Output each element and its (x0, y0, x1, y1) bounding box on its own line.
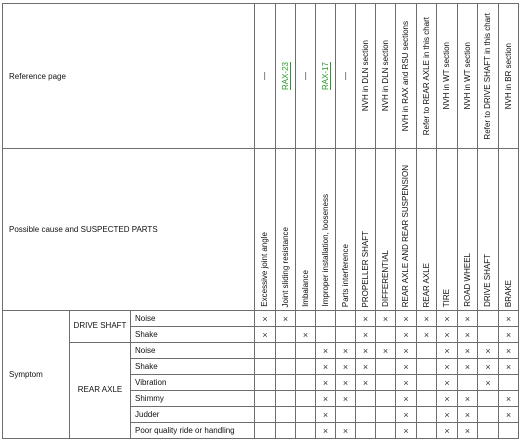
cause-mark: × (437, 407, 458, 423)
cause-mark: × (458, 327, 478, 343)
cause-mark: × (396, 407, 417, 423)
empty-cell (296, 359, 316, 375)
reference-link[interactable]: RAX-23 (280, 61, 290, 90)
symptom-item-label: Shake (131, 327, 255, 343)
suspected-part-label: REAR AXLE AND REAR SUSPENSION (401, 164, 410, 307)
empty-cell (316, 327, 336, 343)
symptom-label: Symptom (3, 311, 70, 439)
cause-mark: × (499, 327, 519, 343)
reference-cell (356, 4, 376, 149)
cause-mark: × (458, 391, 478, 407)
cause-mark: × (356, 343, 376, 359)
empty-cell (296, 391, 316, 407)
empty-cell (255, 407, 276, 423)
empty-cell (417, 343, 437, 359)
suspected-part-label: TIRE (442, 288, 451, 307)
suspected-part-cell (336, 149, 356, 311)
empty-cell (336, 407, 356, 423)
cause-mark: × (336, 359, 356, 375)
cause-mark: × (478, 359, 499, 375)
empty-cell (478, 407, 499, 423)
reference-cell (396, 4, 417, 149)
cause-mark: × (396, 391, 417, 407)
empty-cell (417, 359, 437, 375)
reference-text: NVH in BR section (503, 42, 513, 110)
suspected-part-label: Imbalance (300, 270, 310, 307)
reference-text: NVH in DLN section (360, 40, 370, 112)
cause-mark: × (437, 391, 458, 407)
empty-cell (478, 327, 499, 343)
cause-mark: × (356, 375, 376, 391)
suspected-part-cell (376, 149, 396, 311)
suspected-part-cell (417, 149, 437, 311)
cause-mark: × (478, 343, 499, 359)
reference-link[interactable]: RAX-17 (320, 61, 330, 90)
reference-text: NVH in WT section (462, 42, 472, 110)
reference-cell (499, 4, 519, 149)
suspected-part-cell (396, 149, 417, 311)
reference-page-row (3, 4, 519, 149)
cause-mark: × (437, 311, 458, 327)
nvh-troubleshooting-chart (2, 3, 519, 439)
cause-mark: × (437, 375, 458, 391)
cause-mark: × (316, 343, 336, 359)
reference-cell (437, 4, 458, 149)
suspected-part-cell (437, 149, 458, 311)
cause-mark: × (478, 375, 499, 391)
empty-cell (478, 391, 499, 407)
empty-cell (417, 391, 437, 407)
suspected-part-cell (478, 149, 499, 311)
cause-mark: × (417, 327, 437, 343)
suspected-part-label: DIFFERENTIAL (380, 250, 390, 307)
suspected-part-label: Parts interference (340, 243, 350, 307)
empty-cell (296, 311, 316, 327)
empty-cell (417, 375, 437, 391)
suspected-parts-label: Possible cause and SUSPECTED PARTS (3, 149, 255, 311)
empty-cell (296, 375, 316, 391)
cause-mark: × (316, 407, 336, 423)
cause-mark: × (376, 311, 396, 327)
reference-text: NVH in RAX and RSU sections (401, 20, 410, 132)
empty-cell (276, 327, 296, 343)
suspected-parts-row (3, 149, 519, 311)
cause-mark: × (316, 375, 336, 391)
suspected-part-cell (356, 149, 376, 311)
reference-text: NVH in WT section (442, 42, 451, 110)
reference-cell (296, 4, 316, 149)
cause-mark: × (356, 311, 376, 327)
empty-cell (417, 423, 437, 439)
empty-cell (376, 407, 396, 423)
reference-text: Refer to DRIVE SHAFT in this chart (483, 12, 492, 140)
reference-text: — (260, 72, 269, 81)
empty-cell (276, 375, 296, 391)
reference-text: — (340, 72, 350, 81)
cause-mark: × (316, 359, 336, 375)
symptom-item-label: Noise (131, 343, 255, 359)
reference-cell (336, 4, 356, 149)
cause-mark: × (458, 407, 478, 423)
empty-cell (376, 391, 396, 407)
empty-cell (478, 423, 499, 439)
symptom-item-label: Judder (131, 407, 255, 423)
empty-cell (499, 423, 519, 439)
suspected-part-cell (499, 149, 519, 311)
suspected-part-cell (316, 149, 336, 311)
cause-mark: × (437, 327, 458, 343)
suspected-part-cell (276, 149, 296, 311)
cause-mark: × (499, 343, 519, 359)
empty-cell (276, 391, 296, 407)
empty-cell (255, 391, 276, 407)
cause-mark: × (336, 423, 356, 439)
reference-cell (255, 4, 276, 149)
empty-cell (296, 423, 316, 439)
cause-mark: × (458, 359, 478, 375)
empty-cell (255, 343, 276, 359)
table-row (3, 343, 519, 359)
cause-mark: × (437, 423, 458, 439)
cause-mark: × (356, 327, 376, 343)
empty-cell (316, 311, 336, 327)
cause-mark: × (458, 423, 478, 439)
cause-mark: × (396, 375, 417, 391)
cause-mark: × (296, 327, 316, 343)
cause-mark: × (396, 311, 417, 327)
symptom-item-label: Shimmy (131, 391, 255, 407)
symptom-group-label: REAR AXLE (70, 343, 131, 439)
cause-mark: × (458, 343, 478, 359)
cause-mark: × (336, 343, 356, 359)
empty-cell (276, 423, 296, 439)
cause-mark: × (499, 391, 519, 407)
cause-mark: × (437, 359, 458, 375)
empty-cell (417, 407, 437, 423)
cause-mark: × (499, 311, 519, 327)
cause-mark: × (417, 311, 437, 327)
suspected-part-label: Improper installation, looseness (320, 194, 330, 307)
empty-cell (376, 359, 396, 375)
suspected-part-cell (458, 149, 478, 311)
symptom-item-label: Vibration (131, 375, 255, 391)
cause-mark: × (396, 343, 417, 359)
empty-cell (276, 407, 296, 423)
cause-mark: × (376, 343, 396, 359)
suspected-part-label: ROAD WHEEL (462, 253, 472, 307)
cause-mark: × (276, 311, 296, 327)
cause-mark: × (255, 311, 276, 327)
cause-mark: × (316, 391, 336, 407)
empty-cell (376, 423, 396, 439)
cause-mark: × (499, 407, 519, 423)
cause-mark: × (336, 375, 356, 391)
empty-cell (376, 375, 396, 391)
reference-cell (376, 4, 396, 149)
empty-cell (296, 407, 316, 423)
empty-cell (276, 343, 296, 359)
empty-cell (296, 343, 316, 359)
empty-cell (255, 359, 276, 375)
empty-cell (356, 423, 376, 439)
reference-cell[interactable] (316, 4, 336, 149)
empty-cell (336, 311, 356, 327)
suspected-part-label: REAR AXLE (421, 262, 431, 307)
reference-text: Refer to REAR AXLE in this chart (421, 16, 431, 136)
cause-mark: × (396, 423, 417, 439)
suspected-part-label: PROPELLER SHAFT (360, 230, 370, 307)
empty-cell (356, 391, 376, 407)
cause-mark: × (316, 423, 336, 439)
empty-cell (478, 311, 499, 327)
cause-mark: × (336, 391, 356, 407)
cause-mark: × (255, 327, 276, 343)
reference-page-label: Reference page (3, 4, 255, 149)
suspected-part-label: Excessive joint angle (260, 232, 269, 307)
empty-cell (276, 359, 296, 375)
reference-cell[interactable] (276, 4, 296, 149)
empty-cell (376, 327, 396, 343)
cause-mark: × (458, 311, 478, 327)
symptom-item-label: Shake (131, 359, 255, 375)
reference-cell (458, 4, 478, 149)
cause-mark: × (499, 359, 519, 375)
suspected-part-label: DRIVE SHAFT (483, 254, 492, 307)
reference-cell (417, 4, 437, 149)
cause-mark: × (356, 359, 376, 375)
symptom-item-label: Poor quality ride or handling (131, 423, 255, 439)
cause-mark: × (396, 359, 417, 375)
suspected-part-cell (296, 149, 316, 311)
cause-mark: × (437, 343, 458, 359)
reference-text: — (300, 72, 310, 81)
empty-cell (255, 375, 276, 391)
empty-cell (356, 407, 376, 423)
empty-cell (255, 423, 276, 439)
reference-text: NVH in DLN section (380, 40, 390, 112)
suspected-part-label: BRAKE (503, 279, 513, 307)
empty-cell (336, 327, 356, 343)
suspected-part-label: Joint sliding resistance (280, 226, 290, 307)
empty-cell (458, 375, 478, 391)
symptom-group-label: DRIVE SHAFT (70, 311, 131, 343)
cause-mark: × (396, 327, 417, 343)
empty-cell (499, 375, 519, 391)
table-row (3, 311, 519, 327)
symptom-item-label: Noise (131, 311, 255, 327)
suspected-part-cell (255, 149, 276, 311)
reference-cell (478, 4, 499, 149)
